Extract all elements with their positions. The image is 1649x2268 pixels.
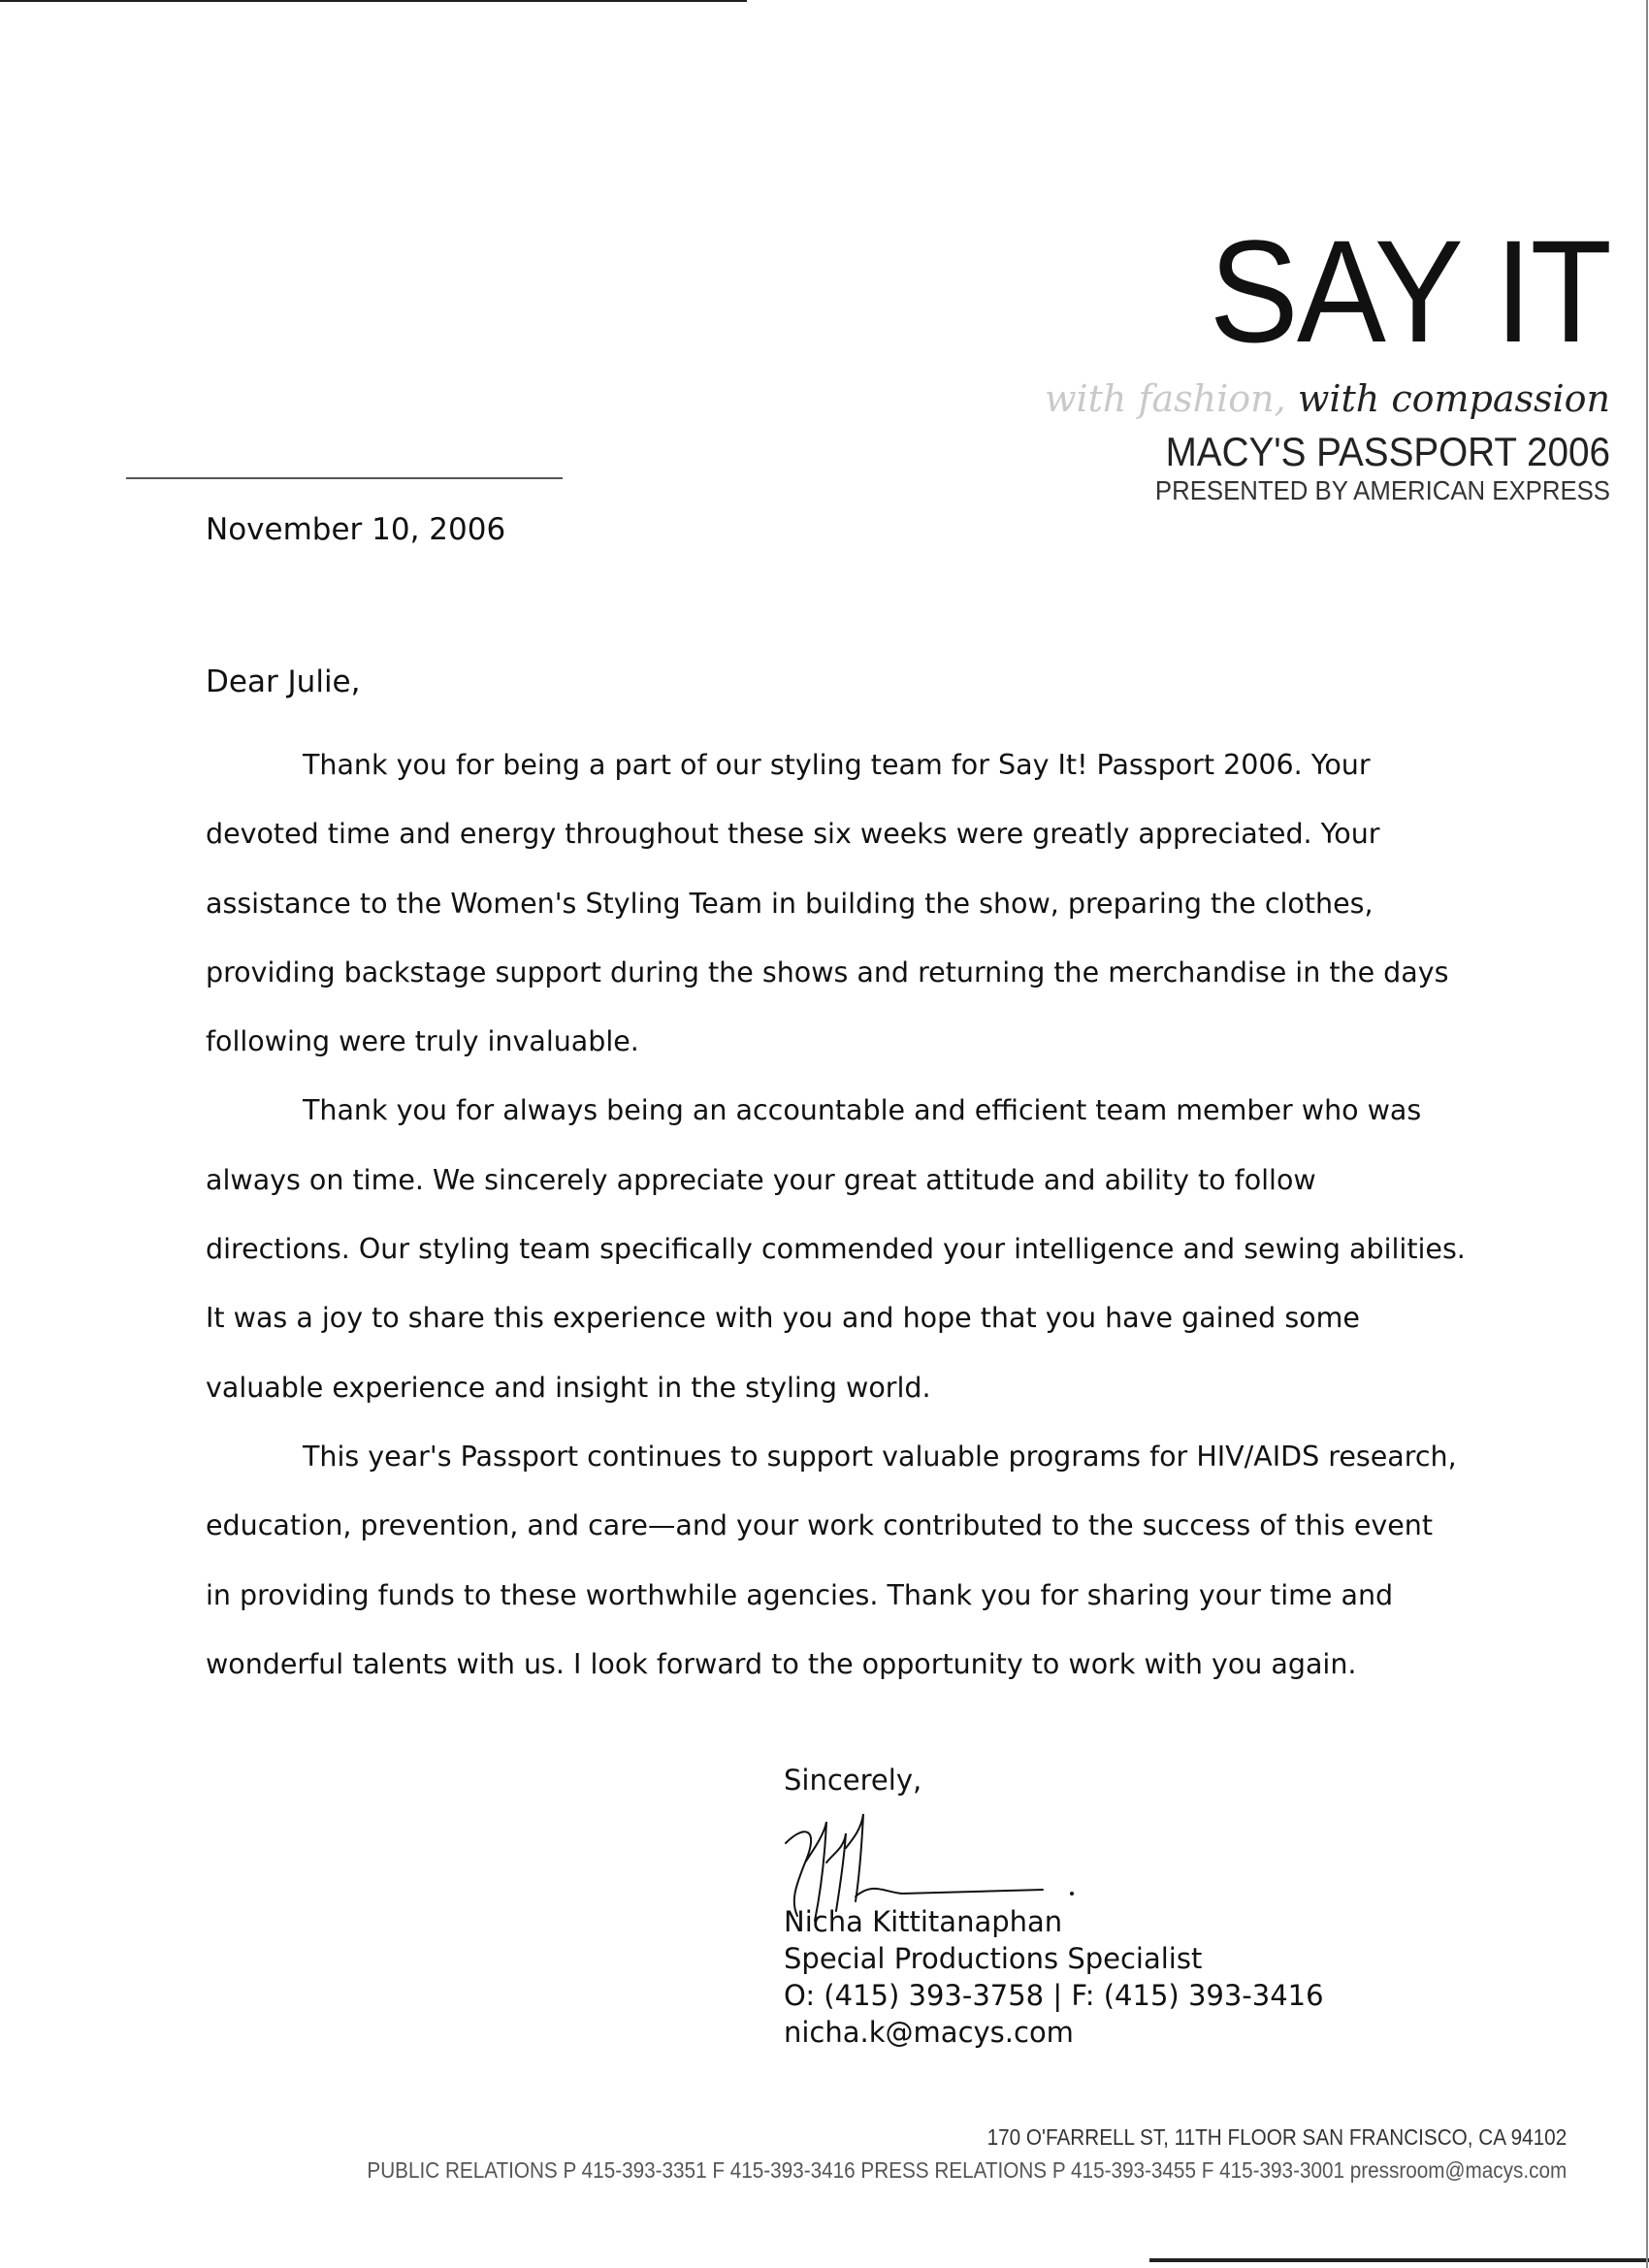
scan-artifact-top-line (0, 0, 747, 2)
sender-block (784, 1903, 1324, 2051)
event-branding (931, 210, 1610, 506)
letterhead-footer (234, 2121, 1567, 2187)
scan-artifact-right-edge (1646, 0, 1648, 2268)
letter-closing: Sincerely, (784, 1764, 922, 1797)
letter-date: November 10, 2006 (206, 512, 506, 547)
tagline-strong-text: with compassion (1297, 377, 1610, 420)
sender-title: Special Productions Specialist (784, 1942, 1203, 1975)
letter-body (206, 730, 1467, 1699)
sender-name: Nicha Kittitanaphan (784, 1905, 1063, 1938)
event-presenter: PRESENTED BY AMERICAN EXPRESS (1154, 474, 1610, 505)
footer-address: 170 O'FARRELL ST, 11TH FLOOR SAN FRANCISCO, CA 94102 (986, 2124, 1567, 2150)
sender-phones: O: (415) 393-3758 | F: (415) 393-3416 (784, 1979, 1324, 2012)
event-title: SAY IT (1209, 210, 1610, 373)
letter-paragraph: Thank you for always being an accountable and efficient team member who was always on time. We sincerely appreciate your great attitude and ability to follow directions. Our styling team specifically commended your intelligence and sewing abilities. It was a joy to share this experience with you and hope that you have gained some valuable experience and insight in the styling world. (206, 1094, 1466, 1404)
event-name: MACY'S PASSPORT 2006 (1165, 428, 1610, 474)
scan-artifact-bottom-line (1149, 2258, 1649, 2262)
event-tagline (931, 379, 1610, 420)
tagline-faint-text: with fashion, (1044, 377, 1286, 420)
footer-contacts: PUBLIC RELATIONS P 415-393-3351 F 415-393-3416 PRESS RELATIONS P 415-393-3455 F 415-393-3001 pressroom@macys.com (367, 2157, 1567, 2183)
letter-greeting: Dear Julie, (206, 664, 361, 699)
letter-paragraph: This year's Passport continues to support valuable programs for HIV/AIDS research, education, prevention, and care—and your work contributed to the success of this event in providing funds to these worthwhile agencies. Thank you for sharing your time and wonderful talents with us. I look forward to the opportunity to work with you again. (206, 1440, 1457, 1680)
scan-artifact-divider-line (126, 477, 563, 479)
sender-email: nicha.k@macys.com (784, 2016, 1074, 2049)
letter-paragraph: Thank you for being a part of our styling team for Say It! Passport 2006. Your devoted time and energy throughout these six weeks were greatly appreciated. Your assistance to the Women's Styling Team in building the show, preparing the clothes, providing backstage support during the shows and returning the merchandise in the days following were truly invaluable. (206, 749, 1449, 1058)
